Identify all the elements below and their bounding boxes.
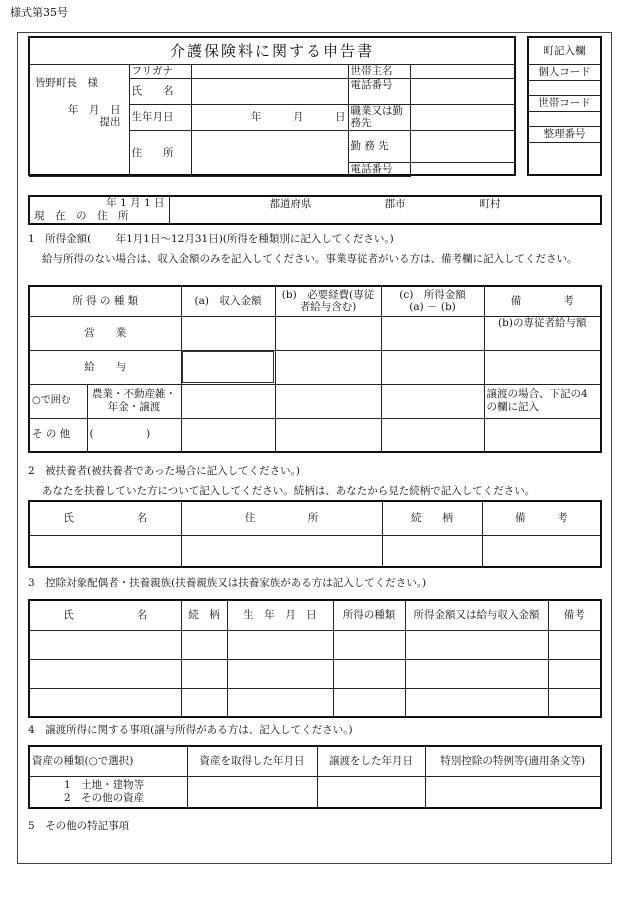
- dependent-relation-input[interactable]: [181, 659, 227, 688]
- supporter-name-header: 氏 名: [29, 501, 181, 535]
- addressee: 皆野町長 様: [35, 77, 98, 89]
- income-type-header: 所 得 の 種 類: [29, 286, 181, 316]
- salary-income-input[interactable]: [181, 350, 275, 384]
- remarks-header: 備 考: [484, 286, 601, 316]
- transfer-date-input[interactable]: [317, 776, 425, 808]
- office-use-box: [527, 36, 602, 176]
- misc-types-label: 農業・不動産雑・年金・譲渡: [87, 384, 181, 418]
- address-input[interactable]: [191, 130, 348, 176]
- household-code-input[interactable]: [529, 112, 600, 127]
- dependents-table: [28, 599, 602, 718]
- supporter-relation-input[interactable]: [382, 535, 482, 567]
- dependent-relation-header: 続 柄: [181, 600, 227, 630]
- dependent-remarks-input[interactable]: [548, 659, 601, 688]
- salary-net-input[interactable]: [381, 350, 484, 384]
- form-title: 介護保険料に関する申告書: [30, 38, 514, 65]
- dependent-income-amount-input[interactable]: [405, 630, 548, 659]
- section2-heading: 2 被扶養者(被扶養者であった場合に記入してください。): [28, 465, 301, 477]
- reference-number-label: 整理番号: [529, 127, 600, 143]
- other-expense-input[interactable]: [275, 418, 381, 452]
- acquired-date-input[interactable]: [187, 776, 317, 808]
- dependent-income-type-input[interactable]: [333, 630, 405, 659]
- acquired-date-header: 資産を取得した年月日: [187, 746, 317, 776]
- salary-remarks-input[interactable]: [484, 350, 601, 384]
- dependent-income-amount-input[interactable]: [405, 659, 548, 688]
- dependent-birth-input[interactable]: [227, 630, 333, 659]
- birthdate-input[interactable]: 年 月 日: [191, 104, 348, 130]
- net-income-label: (c) 所得金額: [399, 288, 466, 301]
- option-other-assets[interactable]: 2 その他の資産: [64, 791, 145, 804]
- other-remarks-input[interactable]: [484, 418, 601, 452]
- current-address-input[interactable]: [169, 196, 601, 224]
- special-deduction-header: 特別控除の特例等(適用条文等): [425, 746, 601, 776]
- dependent-birth-input[interactable]: [227, 688, 333, 717]
- section2-note: あなたを扶養していた方について記入してください。続柄は、あなたから見た続柄で記入してください。: [42, 485, 536, 497]
- applicant-table: [29, 64, 515, 177]
- phone-label: 電話番号: [348, 78, 410, 104]
- current-address-table: [28, 195, 602, 225]
- name-label: 氏 名: [129, 78, 191, 104]
- town-label: 町村: [479, 198, 501, 210]
- business-remarks[interactable]: (b)の専従者給与額: [484, 316, 601, 350]
- form-number: 様式第35号: [10, 6, 68, 19]
- dependent-income-type-input[interactable]: [333, 659, 405, 688]
- business-net-input[interactable]: [381, 316, 484, 350]
- supporter-address-header: 住 所: [181, 501, 382, 535]
- business-row-label: 営 業: [29, 316, 181, 350]
- household-head-input[interactable]: [410, 65, 515, 79]
- supporter-relation-header: 続 柄: [382, 501, 482, 535]
- birthdate-label: 生年月日: [129, 104, 191, 130]
- misc-expense-input[interactable]: [275, 384, 381, 418]
- reference-number-input[interactable]: [529, 143, 600, 173]
- special-deduction-input[interactable]: [425, 776, 601, 808]
- transfer-date-header: 譲渡をした年月日: [317, 746, 425, 776]
- option-land-building[interactable]: 1 土地・建物等: [64, 779, 145, 792]
- transfer-table: [28, 745, 602, 809]
- table-row: [29, 688, 601, 717]
- section1-note: 給与所得のない場合は、収入金額のみを記入してください。事業専従者がいる方は、備考欄に記入してください。: [42, 253, 578, 265]
- county-label: 郡市: [384, 198, 406, 210]
- submission-date: 年 月 日: [68, 103, 121, 116]
- occupation-label: 職業又は勤務先: [348, 104, 410, 130]
- phone-input[interactable]: [410, 78, 515, 104]
- dependent-income-type-input[interactable]: [333, 688, 405, 717]
- supporter-name-input[interactable]: [29, 535, 181, 567]
- dependent-relation-input[interactable]: [181, 688, 227, 717]
- net-income-formula: (a) － (b): [409, 301, 456, 314]
- dependent-of-table: [28, 500, 602, 568]
- applicant-section: [28, 36, 516, 176]
- furigana-label: フリガナ: [129, 65, 191, 79]
- asset-type-header: 資産の種類(○で選択): [29, 746, 187, 776]
- work-phone-input[interactable]: [410, 162, 515, 176]
- address-label: 住 所: [129, 130, 191, 176]
- work-input[interactable]: [410, 130, 515, 162]
- name-input[interactable]: [191, 78, 348, 104]
- salary-expense-input[interactable]: [275, 350, 381, 384]
- transfer-remarks[interactable]: 譲渡の場合、下記の4の欄に記入: [484, 384, 601, 418]
- expense-header: (b) 必要経費(専従者給与含む): [275, 286, 381, 316]
- dependent-birth-input[interactable]: [227, 659, 333, 688]
- prefecture-label: 都道府県: [269, 198, 312, 210]
- income-table: [28, 285, 602, 453]
- section3-heading: 3 控除対象配偶者・扶養親族(扶養親族又は扶養家族がある方は記入してください。): [28, 577, 427, 589]
- current-address-label-cell: [29, 196, 169, 224]
- section4-heading: 4 譲渡所得に関する事項(譲与所得がある方は、記入してください。): [28, 724, 353, 736]
- section5-heading: 5 その他の特記事項: [28, 820, 130, 832]
- section1-heading: 1 所得金額( 年1月1日～12月31日)(所得を種類別に記入してください。): [28, 233, 394, 245]
- office-header: 町記入欄: [529, 38, 600, 65]
- net-income-header: [381, 286, 484, 316]
- supporter-address-input[interactable]: [181, 535, 382, 567]
- other-income-input[interactable]: [181, 418, 275, 452]
- other-row-label: そ の 他: [29, 418, 87, 452]
- dependent-name-input[interactable]: [29, 659, 181, 688]
- misc-net-input[interactable]: [381, 384, 484, 418]
- business-income-input[interactable]: [181, 316, 275, 350]
- household-code-label: 世帯コード: [529, 96, 600, 112]
- personal-code-input[interactable]: [529, 81, 600, 96]
- dependent-name-input[interactable]: [29, 630, 181, 659]
- salary-row-label: 給 与: [29, 350, 181, 384]
- addressee-block: [29, 65, 129, 177]
- personal-code-label: 個人コード: [529, 65, 600, 81]
- asset-type-options[interactable]: [29, 776, 187, 808]
- other-net-input[interactable]: [381, 418, 484, 452]
- dependent-name-header: 氏 名: [29, 600, 181, 630]
- misc-income-input[interactable]: [181, 384, 275, 418]
- asof-date: 年 1 月 1 日: [106, 197, 165, 210]
- circle-label: ○で囲む: [29, 384, 87, 418]
- dependent-name-input[interactable]: [29, 688, 181, 717]
- dependent-income-type-header: 所得の種類: [333, 600, 405, 630]
- dependent-income-amount-header: 所得金額又は給与収入金額: [405, 600, 548, 630]
- other-type-input[interactable]: ( ): [87, 418, 181, 452]
- business-expense-input[interactable]: [275, 316, 381, 350]
- work-label: 勤 務 先: [348, 130, 410, 162]
- household-head-label: 世帯主名: [348, 65, 410, 79]
- dependent-income-amount-input[interactable]: [405, 688, 548, 717]
- submitted-label: 提出: [99, 116, 121, 129]
- income-amount-header: (a) 収入金額: [181, 286, 275, 316]
- dependent-remarks-input[interactable]: [548, 630, 601, 659]
- dependent-birth-header: 生 年 月 日: [227, 600, 333, 630]
- furigana-input[interactable]: [191, 65, 348, 79]
- table-row: [29, 659, 601, 688]
- dependent-relation-input[interactable]: [181, 630, 227, 659]
- supporter-remarks-input[interactable]: [482, 535, 601, 567]
- current-address-label: 現 在 の 住 所: [34, 210, 129, 222]
- dependent-remarks-header: 備考: [548, 600, 601, 630]
- supporter-remarks-header: 備 考: [482, 501, 601, 535]
- dependent-remarks-input[interactable]: [548, 688, 601, 717]
- table-row: [29, 630, 601, 659]
- special-notes-input[interactable]: [30, 836, 600, 860]
- occupation-input[interactable]: [410, 104, 515, 130]
- work-phone-label: 電話番号: [348, 162, 410, 176]
